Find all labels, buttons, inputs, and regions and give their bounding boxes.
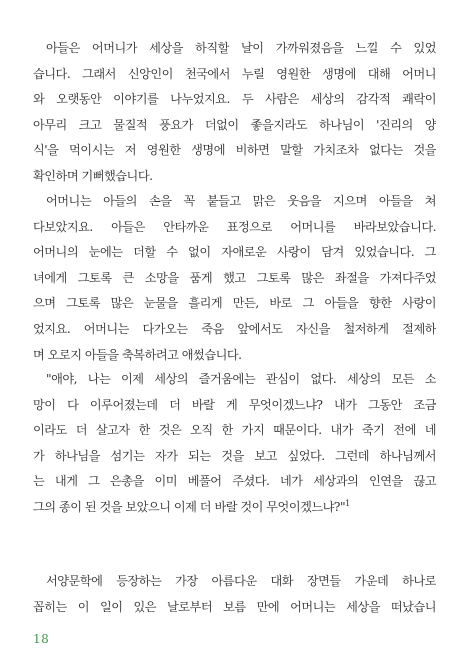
text-line: 녀에게 그토록 큰 소망을 품게 했고 그토록 많은 좌절을 가져다주었 (33, 270, 436, 285)
text-line: 꼽히는 이 일이 있은 날로부터 보름 만에 어머니는 세상을 떠났습니 (33, 599, 436, 614)
text-line (33, 495, 436, 521)
text-line: 다보았지요. 아들은 안타까운 표정으로 어머니를 바라보았습니다. (33, 219, 436, 234)
text-line: 가 하나님을 섬기는 자가 되는 것을 보고 싶었다. 그런데 하나님께서 (33, 448, 436, 463)
page-number: 18 (33, 632, 50, 646)
text-line: 는 내게 그 은총을 이미 베풀어 주셨다. 네가 세상과의 인연을 끊고 (33, 474, 436, 489)
paragraph-2 (33, 189, 436, 368)
text-line: 어머니는 아들의 손을 꼭 붙들고 맑은 웃음을 지으며 아들을 쳐 (46, 194, 436, 208)
text-line: 확인하며 기뻐했습니다. (33, 168, 153, 183)
text-line: 망이 다 이루어졌는데 더 바랄 게 무엇이겠느냐? 내가 그동안 조금 (33, 397, 436, 412)
paragraph-3-quote (33, 367, 436, 521)
text-line: 어머니의 눈에는 더할 수 없이 자애로운 사랑이 담겨 있었습니다. 그 (33, 245, 436, 260)
paragraph-1 (33, 36, 436, 190)
text-line: "애야, 나는 이제 세상의 즐거움에는 관심이 없다. 세상의 모든 소 (46, 372, 436, 386)
text-line: 었지요. 어머니는 다가오는 죽음 앞에서도 자신을 철저하게 절제하 (33, 321, 436, 336)
text-line: 으며 그토록 많은 눈물을 흘리게 만든, 바로 그 아들을 향한 사랑이 (33, 296, 436, 311)
footnote-marker: 1 (345, 498, 350, 508)
text-line: 서양문학에 등장하는 가장 아름다운 대화 장면들 가운데 하나로 (46, 574, 436, 588)
text-line: 와 오랫동안 이야기를 나누었지요. 두 사람은 세상의 감각적 쾌락이 (33, 92, 436, 107)
paragraph-4 (33, 569, 436, 620)
text-line: 아들은 어머니가 세상을 하직할 날이 가까워졌음을 느낄 수 있었 (46, 41, 436, 55)
text-line: 아무리 크고 물질적 풍요가 더없이 좋을지라도 하나님이 '진리의 양 (33, 117, 436, 132)
text-line-content: 그의 종이 된 것을 보았으니 이제 더 바랄 것이 무엇이겠느냐?" (33, 499, 346, 514)
text-line: 식'을 먹이시는 저 영원한 생명에 비하면 말할 가치조차 없다는 것을 (33, 143, 436, 158)
text-line: 이라도 더 살고자 한 것은 오직 한 가지 때문이다. 내가 죽기 전에 네 (33, 423, 436, 438)
text-line: 며 오로지 아들을 축복하려고 애썼습니다. (33, 347, 242, 362)
text-line: 습니다. 그래서 신앙인이 천국에서 누릴 영원한 생명에 대해 어머니 (33, 66, 436, 81)
